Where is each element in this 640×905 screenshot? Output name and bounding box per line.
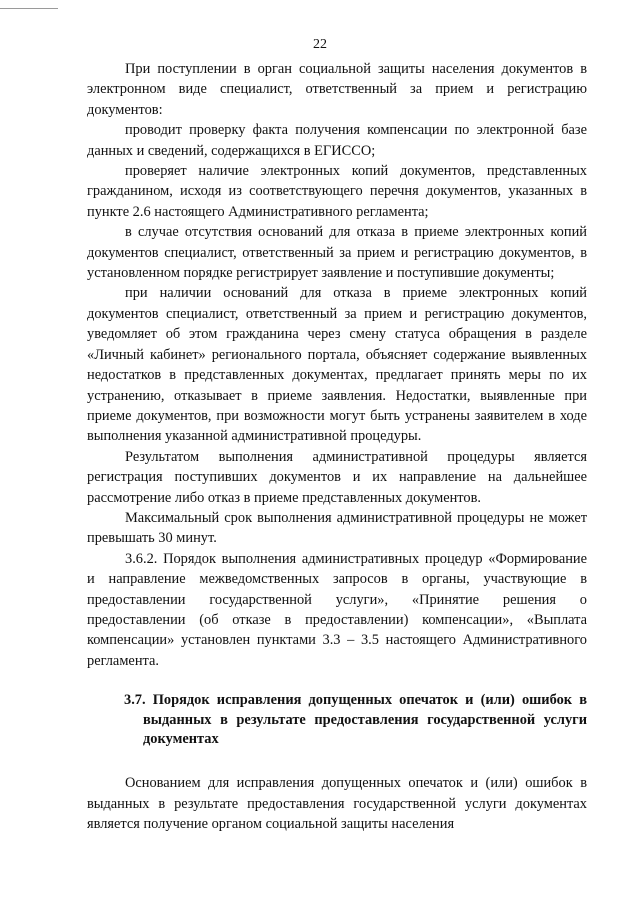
paragraph-check-copies: проверяет наличие электронных копий документов, представленных гражданином, исходя из соответствующего перечня документов, указанных в пункте 2.6 настоящего Административного регламента; <box>87 163 587 220</box>
scan-edge-mark <box>0 8 58 9</box>
page-number: 22 <box>313 37 327 52</box>
paragraph-max-time: Максимальный срок выполнения административной процедуры не может превышать 30 минут. <box>87 509 587 547</box>
paragraph-correction-basis: Основанием для исправления допущенных опечаток и (или) ошибок в выданных в результате предоставления государственной услуги документах является получение органом социальной защиты населения <box>87 775 587 833</box>
paragraph-refusal-grounds: при наличии оснований для отказа в приеме электронных копий документов специалист, ответственный за прием и регистрацию документов, уведомляет об этом гражданина через смену статуса обращения в разделе «Личный кабинет» регионального портала, объясняет содержание выявленных недостатков в представленных документах, предлагает принять меры по их устранению, отказывает в приеме заявления. Недостатки, выявленные при приеме документов, при возможности могут быть устранены заявителем в ходе выполнения указанной административной процедуры. <box>87 285 587 445</box>
paragraph-3-6-2: 3.6.2. Порядок выполнения административных процедур «Формирование и направление межведомственных запросов в органы, участвующие в предоставлении государственной услуги», «Принятие решения о предоставлении (об отказе в предоставлении) компенсации», «Выплата компенсации» установлен пунктами 3.3 – 3.5 настоящего Административного регламента. <box>87 550 587 669</box>
section-heading-3-7: 3.7. Порядок исправления допущенных опечаток и (или) ошибок в выданных в результате предоставления государственной услуги документах <box>124 692 587 747</box>
paragraph-registration: в случае отсутствия оснований для отказа в приеме электронных копий документов специалист, ответственный за прием и регистрацию документов, в установленном порядке регистрирует заявление и поступившие документы; <box>87 224 587 282</box>
paragraph-electronic-intake: При поступлении в орган социальной защиты населения документов в электронном виде специалист, ответственный за прием и регистрацию документов: <box>87 61 587 118</box>
document-body <box>87 59 587 835</box>
paragraph-result: Результатом выполнения административной процедуры является регистрация поступивших документов и их направление на дальнейшее рассмотрение либо отказ в приеме представленных документов. <box>87 448 587 506</box>
paragraph-check-egisso: проводит проверку факта получения компенсации по электронной базе данных и сведений, содержащихся в ЕГИССО; <box>87 122 587 159</box>
